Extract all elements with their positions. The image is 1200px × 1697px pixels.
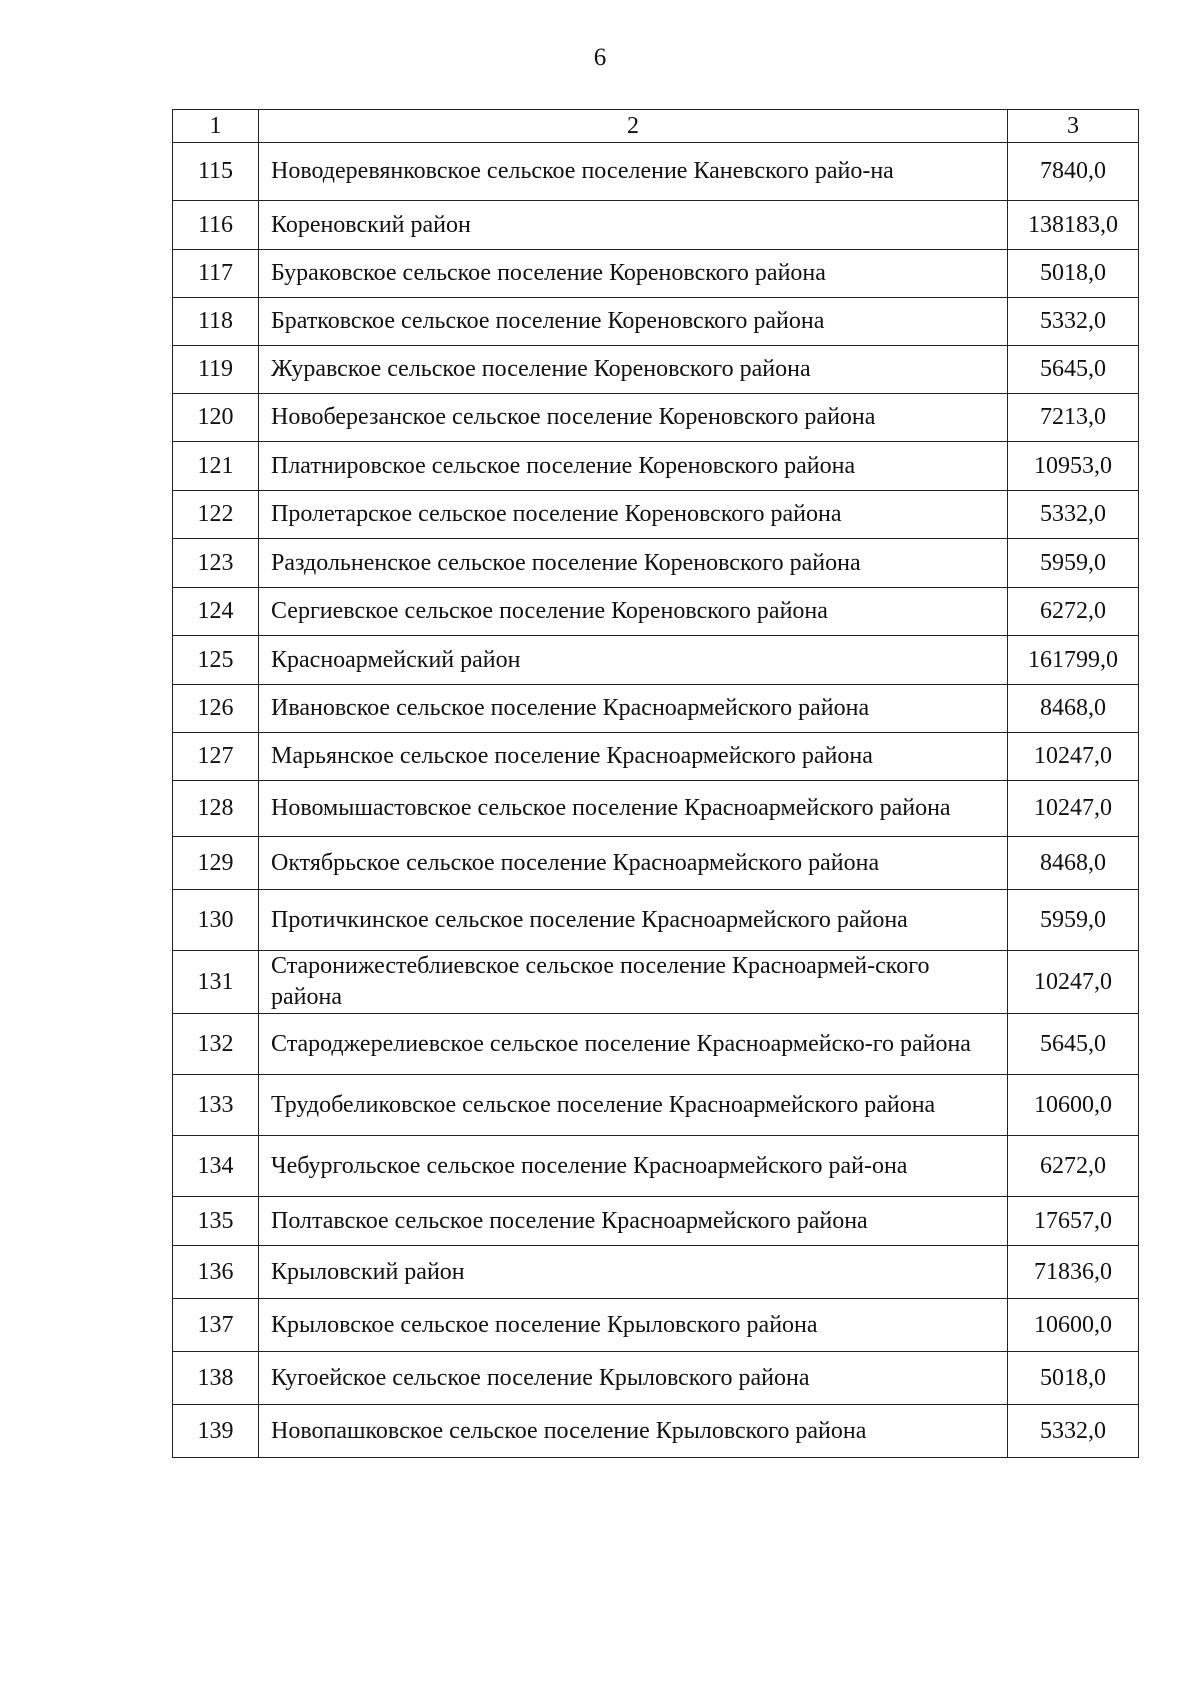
table-header-row	[173, 110, 1139, 143]
row-name: Кугоейское сельское поселение Крыловского района	[259, 1352, 1008, 1405]
row-value: 5018,0	[1008, 1352, 1139, 1405]
row-name: Трудобеликовское сельское поселение Красноармейского района	[259, 1075, 1008, 1136]
page-number: 6	[593, 44, 607, 71]
table-row	[173, 298, 1139, 346]
table-row	[173, 1075, 1139, 1136]
table-row	[173, 346, 1139, 394]
row-number: 123	[173, 539, 259, 588]
table-row	[173, 636, 1139, 685]
table-row	[173, 588, 1139, 636]
row-value: 5332,0	[1008, 491, 1139, 539]
row-name: Полтавское сельское поселение Красноармейского района	[259, 1197, 1008, 1246]
row-name: Крыловский район	[259, 1246, 1008, 1299]
row-name: Новодеревянковское сельское поселение Каневского райо-на	[259, 143, 1008, 201]
row-name: Братковское сельское поселение Кореновского района	[259, 298, 1008, 346]
row-value: 6272,0	[1008, 588, 1139, 636]
row-value: 10247,0	[1008, 733, 1139, 781]
row-value: 5332,0	[1008, 298, 1139, 346]
row-value: 6272,0	[1008, 1136, 1139, 1197]
row-number: 138	[173, 1352, 259, 1405]
row-number: 139	[173, 1405, 259, 1458]
row-value: 71836,0	[1008, 1246, 1139, 1299]
table-row	[173, 1299, 1139, 1352]
row-value: 10247,0	[1008, 951, 1139, 1014]
row-name: Бураковское сельское поселение Кореновского района	[259, 250, 1008, 298]
table-row	[173, 394, 1139, 442]
row-value: 10247,0	[1008, 781, 1139, 837]
row-number: 131	[173, 951, 259, 1014]
allocation-table	[172, 109, 1139, 1458]
row-number: 124	[173, 588, 259, 636]
table-row	[173, 733, 1139, 781]
row-number: 125	[173, 636, 259, 685]
row-name: Платнировское сельское поселение Кореновского района	[259, 442, 1008, 491]
row-name: Сергиевское сельское поселение Кореновского района	[259, 588, 1008, 636]
row-name: Кореновский район	[259, 201, 1008, 250]
row-name: Марьянское сельское поселение Красноармейского района	[259, 733, 1008, 781]
row-value: 7840,0	[1008, 143, 1139, 201]
row-number: 137	[173, 1299, 259, 1352]
table-row	[173, 781, 1139, 837]
header-col-1: 1	[173, 110, 259, 143]
table-row	[173, 539, 1139, 588]
row-value: 10953,0	[1008, 442, 1139, 491]
table-row	[173, 951, 1139, 1014]
table-row	[173, 1197, 1139, 1246]
row-name: Ивановское сельское поселение Красноармейского района	[259, 685, 1008, 733]
row-value: 5959,0	[1008, 539, 1139, 588]
row-value: 5645,0	[1008, 1014, 1139, 1075]
row-number: 118	[173, 298, 259, 346]
table-row	[173, 1246, 1139, 1299]
row-number: 133	[173, 1075, 259, 1136]
row-number: 134	[173, 1136, 259, 1197]
row-value: 5959,0	[1008, 890, 1139, 951]
table-row	[173, 1136, 1139, 1197]
row-value: 8468,0	[1008, 685, 1139, 733]
table-row	[173, 250, 1139, 298]
row-number: 136	[173, 1246, 259, 1299]
table-row	[173, 1014, 1139, 1075]
row-name: Новопашковское сельское поселение Крыловского района	[259, 1405, 1008, 1458]
table-row	[173, 442, 1139, 491]
row-number: 117	[173, 250, 259, 298]
row-value: 5645,0	[1008, 346, 1139, 394]
table-row	[173, 685, 1139, 733]
row-name: Новомышастовское сельское поселение Красноармейского района	[259, 781, 1008, 837]
row-value: 5332,0	[1008, 1405, 1139, 1458]
table-row	[173, 1352, 1139, 1405]
row-number: 130	[173, 890, 259, 951]
row-name: Староджерелиевское сельское поселение Красноармейско-го района	[259, 1014, 1008, 1075]
table-row	[173, 491, 1139, 539]
row-number: 121	[173, 442, 259, 491]
table-row	[173, 201, 1139, 250]
table-row	[173, 837, 1139, 890]
table-row	[173, 1405, 1139, 1458]
row-value: 161799,0	[1008, 636, 1139, 685]
row-value: 8468,0	[1008, 837, 1139, 890]
row-name: Крыловское сельское поселение Крыловского района	[259, 1299, 1008, 1352]
row-name: Пролетарское сельское поселение Кореновского района	[259, 491, 1008, 539]
row-name: Раздольненское сельское поселение Кореновского района	[259, 539, 1008, 588]
row-value: 10600,0	[1008, 1075, 1139, 1136]
row-number: 128	[173, 781, 259, 837]
row-name: Октябрьское сельское поселение Красноармейского района	[259, 837, 1008, 890]
row-value: 10600,0	[1008, 1299, 1139, 1352]
row-number: 115	[173, 143, 259, 201]
row-name: Старонижестеблиевское сельское поселение Красноармей-ского района	[259, 951, 1008, 1014]
row-number: 122	[173, 491, 259, 539]
table-row	[173, 143, 1139, 201]
row-number: 116	[173, 201, 259, 250]
row-name: Новоберезанское сельское поселение Кореновского района	[259, 394, 1008, 442]
row-number: 120	[173, 394, 259, 442]
row-number: 127	[173, 733, 259, 781]
row-value: 5018,0	[1008, 250, 1139, 298]
row-number: 135	[173, 1197, 259, 1246]
row-number: 119	[173, 346, 259, 394]
row-value: 138183,0	[1008, 201, 1139, 250]
row-name: Чебургольское сельское поселение Красноармейского рай-она	[259, 1136, 1008, 1197]
row-name: Красноармейский район	[259, 636, 1008, 685]
row-number: 132	[173, 1014, 259, 1075]
header-col-2: 2	[259, 110, 1008, 143]
row-number: 129	[173, 837, 259, 890]
row-name: Протичкинское сельское поселение Красноармейского района	[259, 890, 1008, 951]
row-value: 17657,0	[1008, 1197, 1139, 1246]
table-row	[173, 890, 1139, 951]
row-number: 126	[173, 685, 259, 733]
header-col-3: 3	[1008, 110, 1139, 143]
row-name: Журавское сельское поселение Кореновского района	[259, 346, 1008, 394]
row-value: 7213,0	[1008, 394, 1139, 442]
